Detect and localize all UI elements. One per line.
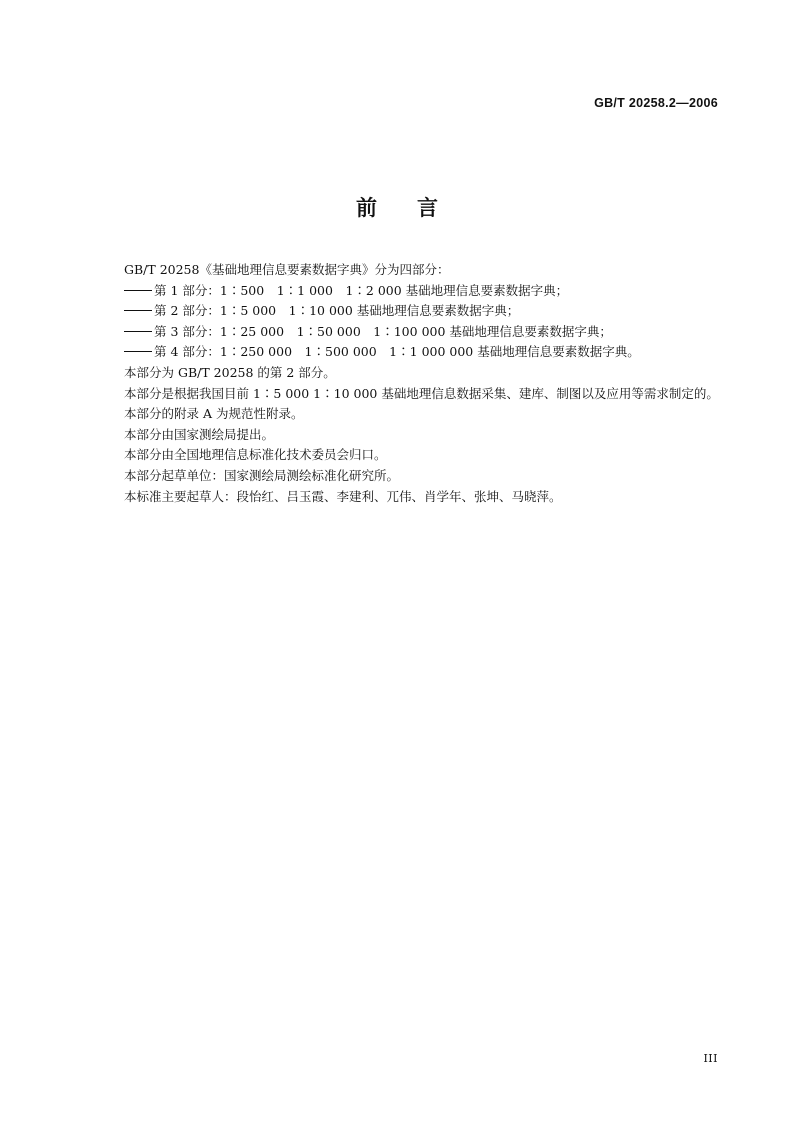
paragraph-proposer: 本部分由国家测绘局提出。 bbox=[124, 426, 275, 442]
paragraph-drafters: 本标准主要起草人：段怡红、吕玉霞、李建利、兀伟、肖学年、张坤、马晓萍。 bbox=[124, 488, 562, 504]
list-item-text: 第 3 部分：1∶25 000 1∶50 000 1∶100 000 基础地理信息要素数据字典； bbox=[154, 323, 612, 339]
list-item-text: 第 2 部分：1∶5 000 1∶10 000 基础地理信息要素数据字典； bbox=[154, 303, 520, 319]
page-number: III bbox=[703, 1052, 718, 1065]
standard-number: GB/T 20258.2—2006 bbox=[594, 96, 718, 110]
list-item-part-2 bbox=[82, 301, 720, 322]
paragraph-appendix: 本部分的附录 A 为规范性附录。 bbox=[124, 406, 304, 422]
foreword-body bbox=[82, 260, 720, 507]
paragraph-intro: GB/T 20258《基础地理信息要素数据字典》分为四部分： bbox=[124, 262, 450, 277]
page-title bbox=[0, 192, 794, 222]
paragraph-drafting-unit: 本部分起草单位：国家测绘局测绘标准化研究所。 bbox=[124, 467, 400, 483]
em-dash-icon bbox=[124, 290, 152, 291]
paragraph-committee: 本部分由全国地理信息标准化技术委员会归口。 bbox=[124, 447, 387, 463]
em-dash-icon bbox=[124, 331, 152, 332]
title-char-2: 言 bbox=[417, 196, 438, 220]
list-item-part-4 bbox=[82, 342, 720, 363]
paragraph-part-statement: 本部分为 GB/T 20258 的第 2 部分。 bbox=[124, 364, 336, 380]
em-dash-icon bbox=[124, 351, 152, 352]
list-item-part-3 bbox=[82, 322, 720, 343]
title-char-1: 前 bbox=[356, 196, 377, 220]
em-dash-icon bbox=[124, 310, 152, 311]
list-item-part-1 bbox=[82, 281, 720, 302]
paragraph-basis: 本部分是根据我国目前 1∶5 000 1∶10 000 基础地理信息数据采集、建库、制图以及应用等需求制定的。 bbox=[124, 385, 719, 401]
list-item-text: 第 1 部分：1∶500 1∶1 000 1∶2 000 基础地理信息要素数据字典； bbox=[154, 282, 569, 298]
list-item-text: 第 4 部分：1∶250 000 1∶500 000 1∶1 000 000 基础地理信息要素数据字典。 bbox=[154, 344, 640, 360]
